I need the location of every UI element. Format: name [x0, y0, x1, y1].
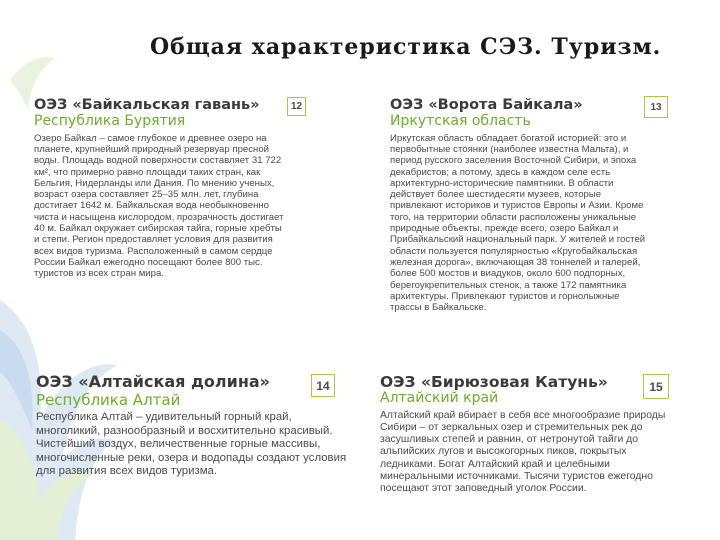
- card-heading: ОЭЗ «Ворота Байкала»: [390, 97, 583, 113]
- sez-card-turquoise-katun: [380, 374, 680, 496]
- card-body: Иркутская область обладает богатой историей: это и первобытные стоянки (наиболее известна Мальта), и период русского заселения Восточной Сибири, и эпоха декабристов; а потому, здесь в каждом селе есть архитектурно-исторические памятники. В области действует более шестидесяти музеев, которые привлекают историков и туристов Европы и Азии. Кроме того, на территории области расположены уникальные природные объекты, прежде всего, озеро Байкал и Прибайкальский национальный парк. У жителей и гостей области пользуется популярностью «Кругобайкальская железная дорога», включающая 38 тоннелей и галерей, более 500 мостов и виадуков, около 600 подпорных, берегоукрепительных стенок, а также 172 памятника архитектуры. Привлекают туристов и горнолыжные трассы в Байкальске.: [390, 132, 646, 314]
- sez-card-baikal-harbor: [34, 98, 284, 280]
- sez-card-baikal-gate: [390, 98, 650, 314]
- card-body: Алтайский край вбирает в себя все многообразие природы Сибири – от зеркальных озер и стремительных рек до засушливых степей и равнин, от нетронутой тайги до альпийских лугов и высокогорных пиков, покрытых ледниками. Богат Алтайский край и целебными минеральными источниками. Тысячи туристов ежегодно посещают этот заповедный уголок России.: [380, 409, 666, 495]
- card-number-badge: 13: [644, 96, 668, 118]
- card-heading: ОЭЗ «Байкальская гавань»: [34, 97, 260, 113]
- card-number-badge: 15: [643, 374, 669, 399]
- card-body: Озеро Байкал – самое глубокое и древнее озеро на планете, крупнейший природный резервуар пресной воды. Площадь водной поверхности составляет 31 722 км², что примерно равно площади таких стран, как Бельгия, Нидерланды или Дания. По мнению ученых, возраст озера составляет 25–35 млн. лет, глубина достигает 1642 м. Байкальская вода необыкновенно чиста и насыщена кислородом, прозрачность достигает 40 м. Байкал окружает сибирская тайга, горные хребты и степи. Регион предоставляет условия для развития всех видов туризма. Расположенный в самом сердце России Байкал ежегодно посещают более 800 тыс. туристов из всех стран мира.: [34, 132, 284, 280]
- card-number-badge: 12: [287, 97, 306, 116]
- card-region: Алтайский край: [380, 390, 499, 407]
- card-region: Иркутская область: [390, 113, 531, 130]
- card-region: Республика Алтай: [36, 390, 181, 409]
- card-region: Республика Бурятия: [34, 113, 186, 130]
- card-body: Республика Алтай – удивительный горный край, многоликий, разнообразный и восхитительно красивый. Чистейший воздух, величественные горные массивы, многочисленные реки, озера и водопады создают условия для развития всех видов туризма.: [36, 411, 347, 478]
- page-title: Общая характеристика СЭЗ. Туризм.: [150, 34, 662, 60]
- sez-card-altai-valley: [36, 374, 356, 479]
- card-heading: ОЭЗ «Алтайская долина»: [36, 372, 271, 391]
- card-heading: ОЭЗ «Бирюзовая Катунь»: [380, 373, 608, 391]
- card-number-badge: 14: [311, 374, 335, 397]
